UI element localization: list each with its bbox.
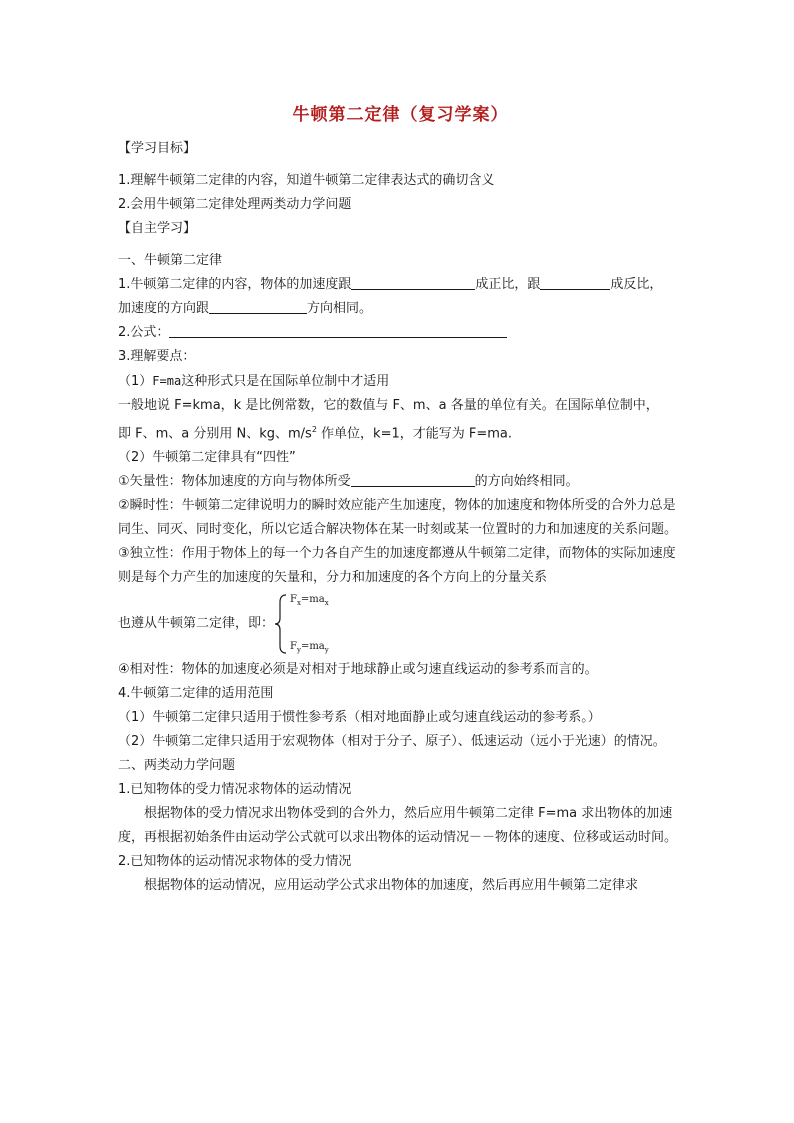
point-1-line-2 <box>118 418 683 446</box>
question-4: 4.牛顿第二定律的适用范围 <box>118 686 274 702</box>
relativity-property: ④相对性：物体的加速度必须是对相对于地球静止或匀速直线运动的参考系而言的。 <box>118 662 598 678</box>
component-equations <box>290 594 329 654</box>
scope-item-2: （2）牛顿第二定律只适用于宏观物体（相对于分子、原子）、低速运动（远小于光速）的情况。 <box>118 734 666 750</box>
equation-x: $F_x=ma_x$ <box>290 594 329 608</box>
goals-heading: 【学习目标】 <box>118 141 197 156</box>
point-1-label: （1） <box>118 374 153 389</box>
unit-exponent: 2 <box>311 425 317 434</box>
answer-blank-formula[interactable] <box>169 323 507 338</box>
point-1-line-1: 一般地说 F=kma，k 是比例常数，它的数值与 F、m、a 各量的单位有关。在国际单位制中， <box>118 398 659 413</box>
problem-type-1-text: 根据物体的受力情况求出物体受到的合外力，然后应用牛顿第二定律 F=ma 求出物体的加速度，再根据初始条件由运动学公式就可以求出物体的运动情况－－物体的速度、位移或运动时间。 <box>118 806 678 846</box>
instantaneous-property: ②瞬时性：牛顿第二定律说明力的瞬时效应能产生加速度，物体的加速度和物体所受的合外力总是同生、同灭、同时变化，所以它适合解决物体在某一时刻或某一位置时的力和加速度的关系问题。 <box>118 498 678 538</box>
equation-y: $F_y=ma_y$ <box>290 641 329 655</box>
q1-text-b: 成正比，跟 <box>475 277 541 292</box>
goal-1: 1.理解牛顿第二定律的内容，知道牛顿第二定律表达式的确切含义 <box>118 173 495 188</box>
scope-item-1: （1）牛顿第二定律只适用于惯性参考系（相对地面静止或匀速直线运动的参考系。） <box>118 710 601 726</box>
question-3: 3.理解要点： <box>118 349 196 364</box>
system-label: 也遵从牛顿第二定律，即： <box>118 616 275 632</box>
vector-text-b: 的方向始终相同。 <box>474 474 579 490</box>
self-study-heading: 【自主学习】 <box>118 221 197 236</box>
point-1 <box>118 369 683 394</box>
point-1-line-2-b: 作单位，k=1，才能写为 F=ma. <box>316 426 513 442</box>
answer-blank-2[interactable] <box>540 275 610 290</box>
point-2: （2）牛顿第二定律具有“四性” <box>118 450 296 466</box>
part2-heading: 二、两类动力学问题 <box>118 758 236 774</box>
question-2 <box>118 321 683 345</box>
point-1-text: 这种形式只是在国际单位制中才适用 <box>181 374 390 389</box>
q1-text-e: 方向相同。 <box>307 301 373 316</box>
q1-text-c: 成反比， <box>610 277 663 292</box>
vector-property <box>118 470 683 494</box>
problem-type-1: 1.已知物体的受力情况求物体的运动情况 <box>118 782 352 798</box>
q1-text-a: 1.牛顿第二定律的内容，物体的加速度跟 <box>118 277 352 292</box>
q1-text-d: 加速度的方向跟 <box>118 301 210 316</box>
goal-2: 2.会用牛顿第二定律处理两类动力学问题 <box>118 197 352 212</box>
answer-blank-1[interactable] <box>351 275 475 290</box>
part1-heading: 一、牛顿第二定律 <box>118 253 223 268</box>
vector-text-a: ①矢量性：物体加速度的方向与物体所受 <box>118 474 351 490</box>
independence-property: ③独立性：作用于物体上的每一个力各自产生的加速度都遵从牛顿第二定律，而物体的实际加速度则是每个力产生的加速度的矢量和，分力和加速度的各个方向上的分量关系 <box>118 546 676 586</box>
question-1 <box>118 273 683 297</box>
document-page <box>118 100 683 898</box>
point-1-formula: F=ma <box>152 374 182 388</box>
question-1-cont <box>118 297 683 321</box>
answer-blank-3[interactable] <box>209 299 307 314</box>
problem-type-2: 2.已知物体的运动情况求物体的受力情况 <box>118 854 352 870</box>
left-brace-icon <box>274 594 288 654</box>
problem-type-2-text: 根据物体的运动情况，应用运动学公式求出物体的加速度，然后再应用牛顿第二定律求 <box>144 878 639 894</box>
page-title: 牛顿第二定律（复习学案） <box>292 105 509 125</box>
equation-system <box>118 592 683 656</box>
point-1-line-2-a: 即 F、m、a 分别用 N、kg、m/s <box>118 426 312 442</box>
q2-label: 2.公式： <box>118 325 170 340</box>
answer-blank-4[interactable] <box>351 472 475 487</box>
